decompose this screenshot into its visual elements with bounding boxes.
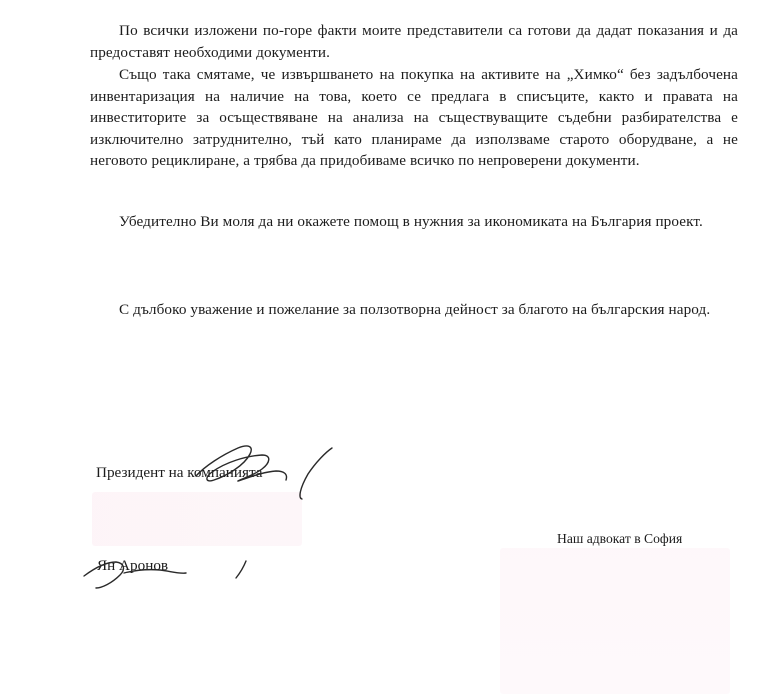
paragraph-closing-regards: С дълбоко уважение и пожелание за ползотворна дейност за благото на българския народ.: [119, 301, 711, 318]
paragraph-evidence: По всички изложени по-горе факти моите представители са готови да дадат показания и да предоставят необходими документи.: [90, 22, 738, 61]
president-name: Ян Аронов: [97, 557, 169, 574]
lawyer-title: Наш адвокат в София: [557, 531, 683, 546]
president-title: Президент на компанията: [96, 464, 263, 481]
stamp-faint-left: [92, 492, 302, 546]
paragraph-request-help: Убедително Ви моля да ни окажете помощ в нужния за икономиката на България проект.: [119, 213, 703, 230]
paragraph-asset-purchase: Също така смятаме, че извършването на покупка на активите на „Химко“ без задълбочена инвентаризация на наличие на това, което се предлага в списъците, както и правата на инвеститорите за осъществяване на анализа на съществуващите съдебни разбирателства е изключително затруднително, тъй като планираме да използваме старото оборудване, а не неговото рециклиране, а трябва да придобиваме всичко по непроверени документи.: [90, 66, 738, 170]
stamp-faint-right: [500, 548, 730, 694]
